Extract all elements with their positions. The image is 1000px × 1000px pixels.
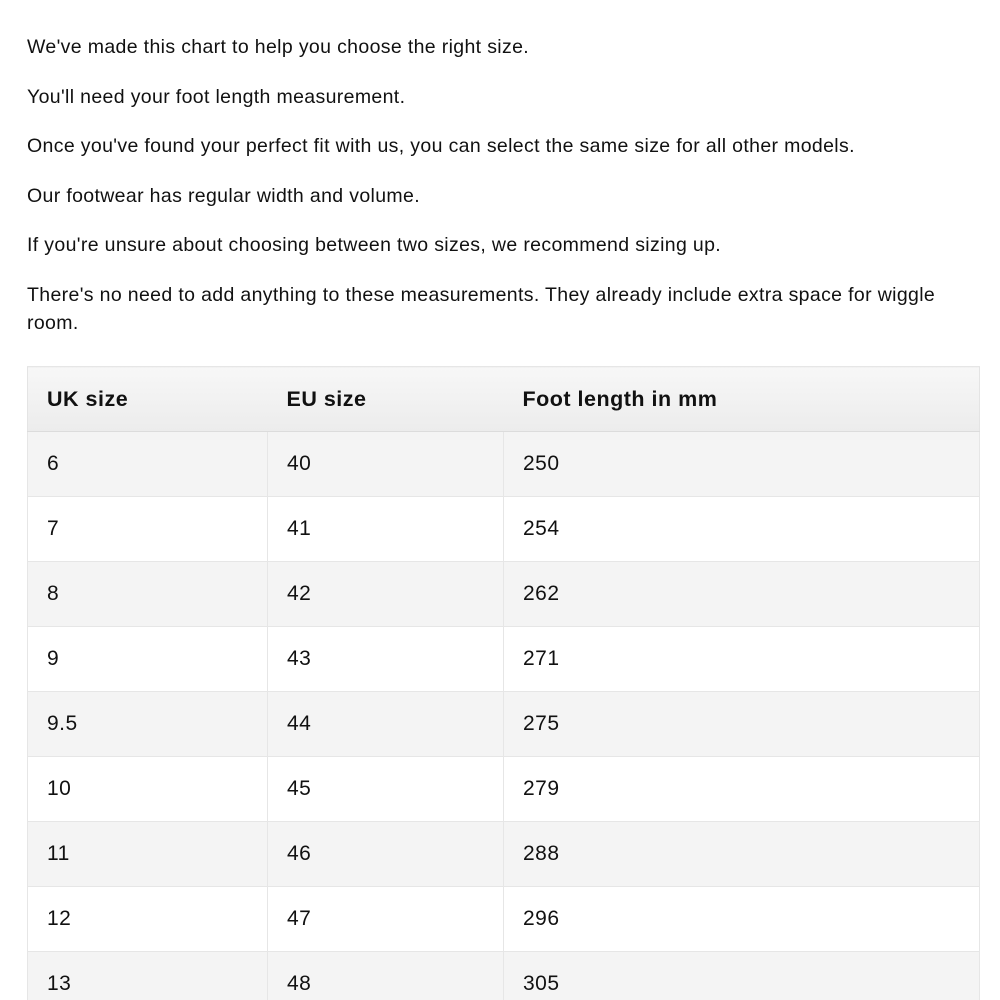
uk-size-cell: 10 bbox=[28, 757, 268, 822]
uk-size-cell: 12 bbox=[28, 887, 268, 952]
header-foot-length: Foot length in mm bbox=[504, 367, 980, 432]
uk-size-cell: 8 bbox=[28, 562, 268, 627]
foot-length-cell: 262 bbox=[504, 562, 980, 627]
header-uk-size: UK size bbox=[28, 367, 268, 432]
intro-paragraph: We've made this chart to help you choose the right size. bbox=[27, 36, 530, 58]
header-eu-size: EU size bbox=[268, 367, 504, 432]
intro-paragraph: If you're unsure about choosing between two sizes, we recommend sizing up. bbox=[27, 234, 722, 256]
eu-size-cell: 44 bbox=[268, 692, 504, 757]
foot-length-cell: 305 bbox=[504, 952, 980, 1000]
table-header bbox=[28, 367, 980, 432]
uk-size-cell: 6 bbox=[28, 432, 268, 497]
uk-size-cell: 7 bbox=[28, 497, 268, 562]
intro-paragraph: There's no need to add anything to these measurements. They already include extra space for wiggle room. bbox=[27, 283, 936, 334]
size-chart-table bbox=[27, 366, 980, 1000]
eu-size-cell: 45 bbox=[268, 757, 504, 822]
foot-length-cell: 271 bbox=[504, 627, 980, 692]
eu-size-cell: 43 bbox=[268, 627, 504, 692]
table-row bbox=[28, 627, 980, 692]
foot-length-cell: 296 bbox=[504, 887, 980, 952]
foot-length-cell: 254 bbox=[504, 497, 980, 562]
table-row bbox=[28, 887, 980, 952]
eu-size-cell: 48 bbox=[268, 952, 504, 1000]
intro-paragraph: You'll need your foot length measurement. bbox=[27, 85, 406, 108]
uk-size-cell: 9.5 bbox=[28, 692, 268, 757]
table-row bbox=[28, 497, 980, 562]
uk-size-cell: 9 bbox=[28, 627, 268, 692]
foot-length-cell: 288 bbox=[504, 822, 980, 887]
uk-size-cell: 13 bbox=[28, 952, 268, 1000]
eu-size-cell: 47 bbox=[268, 887, 504, 952]
eu-size-cell: 41 bbox=[268, 497, 504, 562]
table-row bbox=[28, 692, 980, 757]
foot-length-cell: 279 bbox=[504, 757, 980, 822]
header-row bbox=[28, 367, 980, 432]
eu-size-cell: 46 bbox=[268, 822, 504, 887]
table-row bbox=[28, 562, 980, 627]
size-guide-intro bbox=[27, 33, 972, 358]
eu-size-cell: 42 bbox=[268, 562, 504, 627]
intro-paragraph: Once you've found your perfect fit with us, you can select the same size for all other models. bbox=[27, 135, 855, 157]
foot-length-cell: 275 bbox=[504, 692, 980, 757]
table-row bbox=[28, 757, 980, 822]
table-row bbox=[28, 432, 980, 497]
eu-size-cell: 40 bbox=[268, 432, 504, 497]
table-body bbox=[28, 432, 980, 1000]
foot-length-cell: 250 bbox=[504, 432, 980, 497]
table-row bbox=[28, 952, 980, 1000]
uk-size-cell: 11 bbox=[28, 822, 268, 887]
intro-paragraph: Our footwear has regular width and volume. bbox=[27, 184, 420, 207]
table-row bbox=[28, 822, 980, 887]
